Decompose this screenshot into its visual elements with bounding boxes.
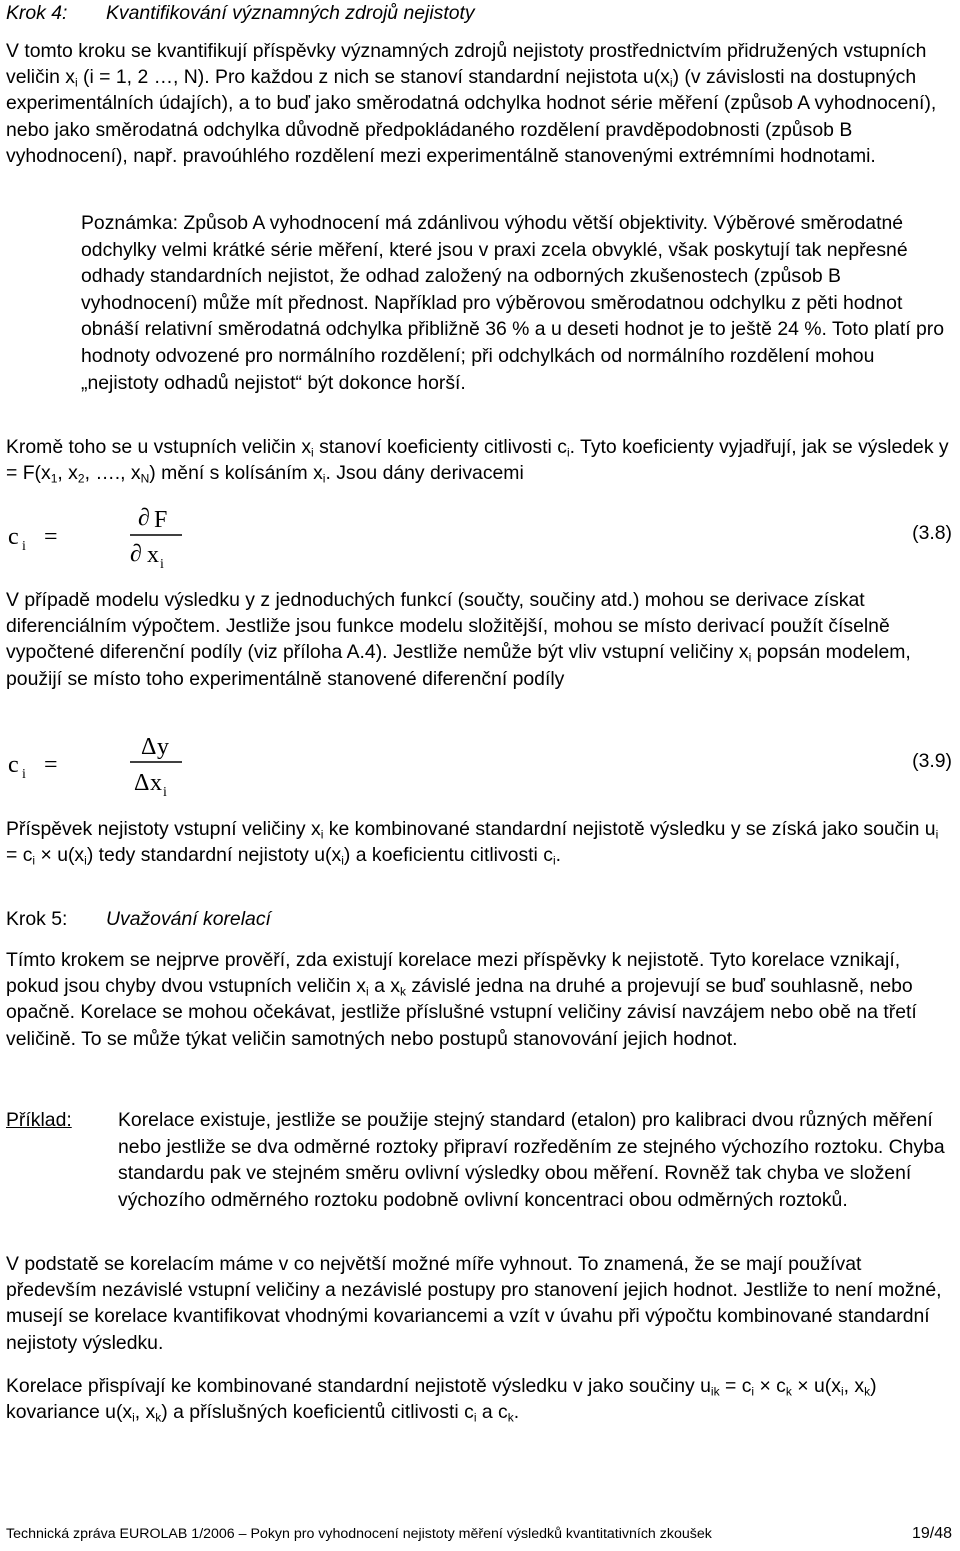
- text-run: .: [555, 844, 561, 867]
- text-run: = c: [719, 1375, 752, 1397]
- text-run: = c: [6, 844, 33, 867]
- text-run: stanoví koeficienty citlivosti c: [313, 436, 567, 458]
- text-run: ) mění s kolísáním x: [149, 462, 323, 485]
- subscript: i: [320, 827, 324, 842]
- text-run: . Tyto koeficienty vyjadřují, jak se výsledek y = F(x: [6, 436, 949, 485]
- text-run: a c: [476, 1401, 508, 1424]
- text-run: .: [513, 1401, 520, 1424]
- subscript: i: [311, 445, 314, 460]
- text-run: (i = 1, 2 …, N). Pro každou z nich se stanoví standardní nejistota u(x: [77, 66, 670, 89]
- step4-paragraph-2: [6, 434, 954, 486]
- eq2-den: x: [150, 770, 162, 796]
- step5-paragraph-2: V podstatě se korelacím máme v co největší možné míře vyhnout. To znamená, že se mají používat především nezávislé vstupní veličiny a nezávislé postupy pro stanovení jejich hodnot. Jestliže to není možné, musejí se korelace kvantifikovat vhodnými kovariancemi a vzít v úvahu při výpočtu kombinované standardní nejistoty výsledku.: [6, 1253, 942, 1354]
- subscript: ik: [710, 1384, 720, 1399]
- text-run: závislé jedna na druhé a projevují se buď souhlasně, nebo opačně. Korelace se mohou očekávat, jestliže příslušné vstupní veličiny závisí navzájem nebo obě na třetí veličině. To se může týkat veličin samotných nebo postupů stanovování jejich hodnot.: [6, 975, 917, 1050]
- text-run: Tímto krokem se nejprve prověří, zda existují korelace mezi příspěvky k nejistotě. Tyto korelace vznikají, pokud jsou chyby dvou vstupních veličin x: [6, 949, 901, 998]
- text-run: popsán modelem, použijí se místo toho experimentálně stanovené diferenční podíly: [6, 641, 911, 690]
- subscript: i: [566, 445, 570, 460]
- subscript: i: [748, 651, 752, 665]
- text-run: × c: [754, 1375, 786, 1397]
- subscript: i: [366, 984, 369, 999]
- step4-title: Kvantifikování významných zdrojů nejistoty: [106, 2, 475, 24]
- step5-paragraph-1: [6, 947, 954, 1052]
- eq1-lhs: c: [8, 524, 19, 550]
- eq2-lhs: c: [8, 752, 19, 778]
- example-label: Příklad:: [6, 1109, 72, 1131]
- eq2-num: y: [157, 734, 169, 760]
- equation-3-8-number: (3.8): [912, 522, 952, 544]
- text-run: , x: [134, 1401, 156, 1424]
- eq2-delta-den: Δ: [134, 770, 150, 796]
- subscript: i: [32, 853, 36, 868]
- step5-heading: [6, 906, 271, 932]
- text-run: × u(x: [791, 1375, 841, 1397]
- page-number: 19/48: [911, 1525, 952, 1542]
- step4-paragraph-4: [6, 816, 954, 868]
- eq1-partial-num: ∂: [138, 505, 150, 531]
- equation-3-8: [6, 500, 954, 580]
- subscript: i: [473, 1410, 477, 1425]
- eq1-partial-den: ∂: [130, 541, 142, 567]
- text-run: ) a příslušných koeficientů citlivosti c: [161, 1401, 474, 1424]
- eq1-equals: =: [44, 524, 58, 550]
- text-run: ) a koeficientu citlivosti c: [343, 844, 553, 867]
- text-run: ) (v závislosti na dostupných experimentálních údajích), a to buď jako směrodatná odchylka hodnot série měření (způsob A vyhodnocení), nebo jako směrodatná odchylka důvodně předpokládaného rozdělení pravděpodobnosti (způsob B vyhodnocení), např. pravoúhlého rozdělení mezi experimentálně stanovenými extrémními hodnotami.: [6, 66, 937, 167]
- subscript: i: [341, 853, 344, 868]
- subscript: i: [84, 853, 87, 868]
- subscript: i: [840, 1384, 844, 1399]
- eq2-den-sub: i: [163, 785, 167, 800]
- eq2-delta-num: Δ: [141, 734, 157, 760]
- eq1-lhs-sub: i: [22, 539, 26, 554]
- eq1-den: x: [147, 542, 159, 568]
- example-text: Korelace existuje, jestliže se použije stejný standard (etalon) pro kalibraci dvou různých měření nebo jestliže se dva odměrné roztoky připraví rozředěním ze stejného výchozího roztoku. Chyba standardu pak ve stejném směru ovlivní výsledky obou měření. Rovněž tak chyba ve složení výchozího odměrného roztoku podobně ovlivní koncentraci obou odměrných roztoků.: [118, 1109, 945, 1211]
- eq1-den-sub: i: [160, 557, 164, 572]
- subscript: i: [552, 853, 556, 868]
- step4-label: Krok 4:: [6, 2, 68, 24]
- text-run: × u(x: [35, 844, 85, 867]
- footer-text: Technická zpráva EUROLAB 1/2006 – Pokyn pro vyhodnocení nejistoty měření výsledků kvantitativních zkoušek: [6, 1526, 712, 1542]
- text-run: Korelace přispívají ke kombinované standardní nejistotě výsledku v jako součiny u: [6, 1375, 711, 1397]
- subscript: k: [399, 984, 406, 999]
- page-footer: [6, 1525, 954, 1543]
- equation-3-9-number: (3.9): [912, 750, 952, 772]
- step5-title: Uvažování korelací: [106, 908, 271, 930]
- subscript: i: [322, 471, 326, 486]
- text-run: . Jsou dány derivacemi: [325, 462, 524, 485]
- eq1-num: F: [154, 507, 168, 533]
- text-run: Příspěvek nejistoty vstupní veličiny x: [6, 818, 321, 840]
- step5-paragraph-3: [6, 1373, 954, 1425]
- subscript: i: [132, 1410, 135, 1425]
- equation-3-8-formula: [6, 500, 266, 580]
- subscript: k: [155, 1410, 162, 1425]
- step4-heading: [6, 0, 475, 26]
- subscript: N: [140, 471, 150, 486]
- text-run: V tomto kroku se kvantifikují příspěvky významných zdrojů nejistoty prostřednictvím přidružených vstupních veličin x: [6, 40, 927, 89]
- subscript: k: [785, 1384, 792, 1399]
- subscript: k: [864, 1384, 871, 1399]
- step4-paragraph-3: [6, 587, 954, 692]
- text-run: , x: [57, 462, 78, 485]
- step5-label: Krok 5:: [6, 908, 68, 930]
- equation-3-9-formula: [6, 728, 266, 808]
- text-run: , …., x: [84, 462, 141, 485]
- subscript: k: [507, 1410, 514, 1425]
- subscript: 2: [77, 471, 85, 486]
- text-run: a x: [368, 975, 400, 998]
- text-run: V případě modelu výsledku y z jednoduchých funkcí (součty, součiny atd.) mohou se derivace získat diferenciálním výpočtem. Jestliže jsou funkce modelu složitější, mohou se místo derivací použít číselně vypočtené diferenční podíly (viz příloha A.4). Jestliže nemůže být vliv vstupní veličiny x: [6, 589, 890, 664]
- text-run: , x: [843, 1375, 865, 1397]
- subscript: i: [751, 1384, 755, 1399]
- step4-paragraph-1: [6, 38, 954, 169]
- equation-3-9: [6, 728, 954, 808]
- text-run: ) tedy standardní nejistoty u(x: [86, 844, 342, 867]
- subscript: 1: [50, 471, 58, 486]
- eq2-equals: =: [44, 752, 58, 778]
- subscript: i: [669, 75, 673, 90]
- subscript: i: [74, 75, 78, 90]
- subscript: i: [935, 827, 939, 842]
- text-run: ) kovariance u(x: [6, 1375, 877, 1424]
- step4-note: Poznámka: Způsob A vyhodnocení má zdánlivou výhodu větší objektivity. Výběrové směrodatné odchylky velmi krátké série měření, které jsou v praxi zcela obvyklé, však poskytují tak nepřesné odhady standardních nejistot, že odhad založený na odborných zkušenostech (způsob B vyhodnocení) může mít přednost. Například pro výběrovou směrodatnou odchylku z pěti hodnot obnáší relativní směrodatná odchylka přibližně 36 % a u deseti hodnot je to ještě 24 %. Toto platí pro hodnoty odvozené pro normálního rozdělení; při odchylkách od normálního rozdělení mohou „nejistoty odhadů nejistot“ být dokonce horší.: [81, 212, 945, 394]
- text-run: ke kombinované standardní nejistotě výsledku y se získá jako součin u: [323, 818, 936, 840]
- eq2-lhs-sub: i: [22, 767, 26, 782]
- text-run: Kromě toho se u vstupních veličin x: [6, 436, 312, 458]
